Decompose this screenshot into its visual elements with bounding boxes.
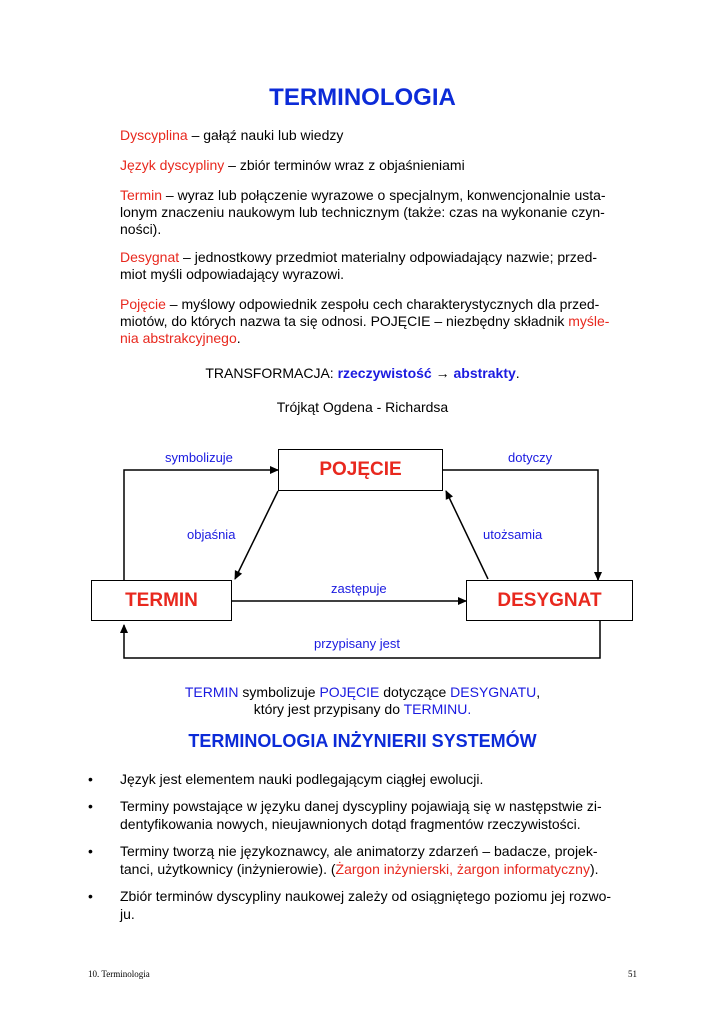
- bullet-icon: •: [88, 771, 93, 787]
- bullet-text: Język jest elementem nauki podlegającym ciągłej ewolucji.: [120, 771, 484, 787]
- bullet-text: Terminy tworzą nie językoznawcy, ale animatorzy zdarzeń – badacze, projek-: [120, 843, 598, 859]
- list-item: [88, 887, 638, 923]
- transformation-suffix: .: [515, 365, 520, 381]
- connector-objasnia: [235, 491, 278, 579]
- definition-text: .: [236, 330, 241, 346]
- list-item: [88, 770, 638, 788]
- bullet-text: ).: [589, 861, 599, 877]
- definition-text: miot myśli odpowiadający wyrazowi.: [120, 266, 345, 282]
- transformation-prefix: TRANSFORMACJA:: [205, 365, 338, 381]
- definition-text: – wyraz lub połączenie wyrazowe o specjalnym, konwencjonalnie usta-: [162, 187, 606, 203]
- connector-utozsamia: [446, 491, 488, 579]
- definition-text: – zbiór terminów wraz z objaśnieniami: [224, 157, 465, 173]
- footer-chapter: 10. Terminologia: [88, 969, 150, 979]
- summary-termin: TERMIN: [184, 684, 239, 700]
- bullet-text: dentyfikowania nowych, nieujawnionych dotąd fragmentów rzeczywistości.: [120, 816, 581, 832]
- term-label: Desygnat: [120, 249, 180, 265]
- transformation-from: rzeczywistość: [337, 365, 432, 381]
- arrow-right-icon: →: [435, 365, 450, 381]
- term-label: Język dyscypliny: [120, 157, 225, 173]
- connector-symbolizuje: [124, 470, 278, 580]
- label-zastepuje: zastępuje: [331, 581, 387, 596]
- transformation-to: abstrakty: [453, 365, 516, 381]
- term-label: Dyscyplina: [120, 127, 188, 143]
- bullet-text: tanci, użytkownicy (inżynierowie). (: [120, 861, 336, 877]
- bullet-list: [88, 770, 638, 932]
- highlight-text: Żargon inżynierski, żargon informatyczny: [335, 861, 590, 877]
- label-dotyczy: dotyczy: [508, 450, 553, 465]
- bullet-icon: •: [88, 798, 93, 814]
- footer-page-number: 51: [628, 969, 637, 979]
- label-objasnia: objaśnia: [187, 527, 236, 542]
- highlight-text: nia abstrakcyjnego: [120, 330, 237, 346]
- bullet-icon: •: [88, 888, 93, 904]
- bullet-icon: •: [88, 843, 93, 859]
- connector-dotyczy: [443, 470, 598, 580]
- definition-text: – myślowy odpowiednik zespołu cech charakterystycznych dla przed-: [165, 296, 600, 312]
- summary-pojecie: POJĘCIE: [319, 684, 380, 700]
- highlight-text: myśle-: [568, 313, 610, 329]
- page-title: TERMINOLOGIA: [269, 84, 456, 111]
- summary-end: .: [467, 701, 472, 717]
- summary-sentence: [0, 684, 725, 718]
- bullet-text: Terminy powstające w języku danej dyscypliny pojawiają się w następstwie zi-: [120, 798, 602, 814]
- label-przypisany: przypisany jest: [314, 636, 400, 651]
- bullet-text: ju.: [120, 906, 135, 922]
- bullet-text: Zbiór terminów dyscypliny naukowej zależy od osiągniętego poziomu jej rozwo-: [120, 888, 612, 904]
- label-symbolizuje: symbolizuje: [165, 450, 233, 465]
- summary-text: symbolizuje: [238, 684, 320, 700]
- term-label: Pojęcie: [120, 296, 166, 312]
- definition-text: miotów, do których nazwa ta się odnosi. POJĘCIE – niezbędny składnik: [120, 313, 569, 329]
- definition-text: ności).: [120, 221, 162, 237]
- node-termin: TERMIN: [91, 580, 232, 621]
- node-desygnat: DESYGNAT: [466, 580, 633, 621]
- term-label: Termin: [120, 187, 163, 203]
- node-pojecie: POJĘCIE: [278, 449, 443, 491]
- definition-text: – jednostkowy przedmiot materialny odpowiadający nazwie; przed-: [179, 249, 598, 265]
- section-title: TERMINOLOGIA INŻYNIERII SYSTEMÓW: [188, 731, 537, 751]
- triangle-title: Trójkąt Ogdena - Richardsa: [276, 399, 449, 415]
- summary-desygnatu: DESYGNATU: [450, 684, 537, 700]
- list-item: [88, 797, 638, 833]
- list-item: [88, 842, 638, 878]
- definition-text: – gałąź nauki lub wiedzy: [187, 127, 344, 143]
- summary-terminu: TERMINU: [403, 701, 468, 717]
- label-utozsamia: utożsamia: [483, 527, 543, 542]
- summary-text: ,: [536, 684, 541, 700]
- summary-text: który jest przypisany do: [253, 701, 404, 717]
- definition-text: lonym znaczeniu naukowym lub technicznym (także: czas na wykonanie czyn-: [120, 204, 605, 220]
- summary-text: dotyczące: [379, 684, 451, 700]
